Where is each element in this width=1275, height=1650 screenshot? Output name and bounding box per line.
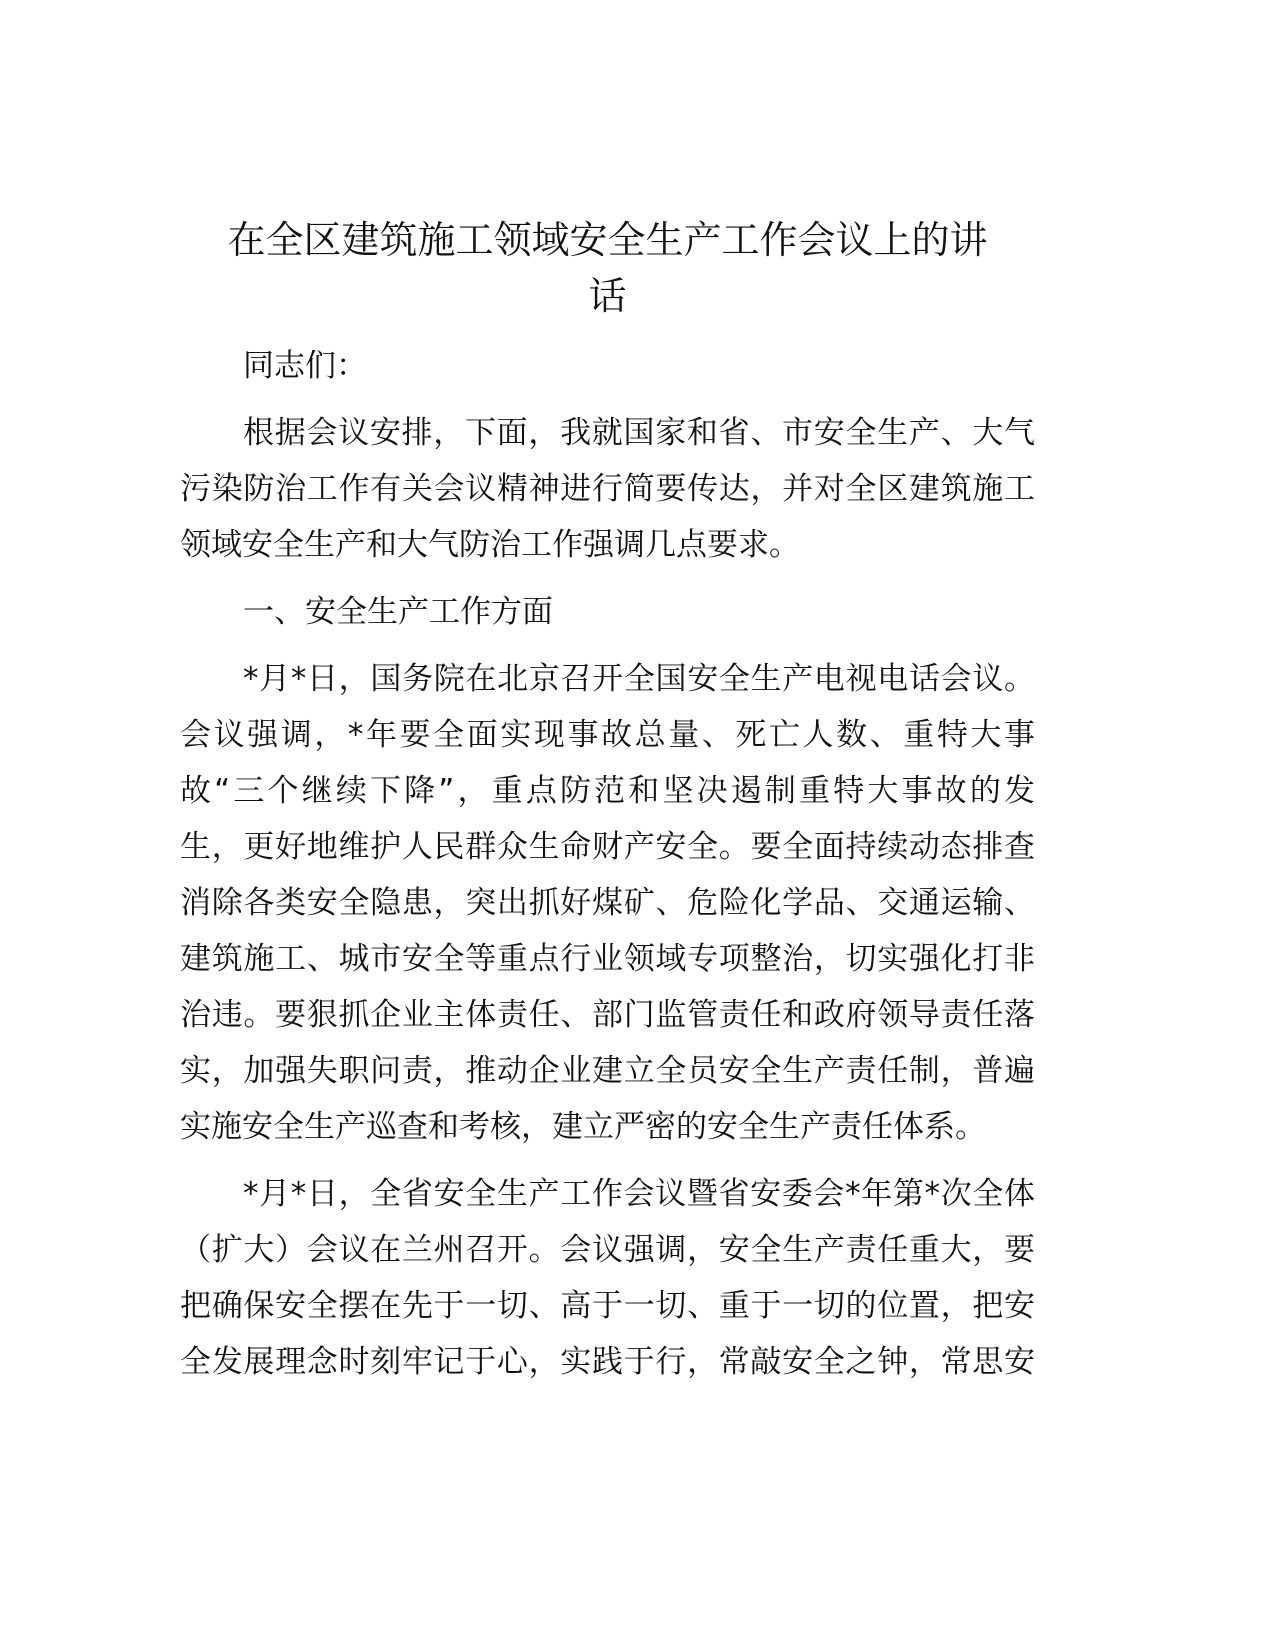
text-line: 全发展理念时刻牢记于心，实践于行，常敲安全之钟，常思安 [180, 1344, 1035, 1380]
paragraph [180, 338, 1035, 394]
paragraph [180, 1166, 1035, 1390]
title-line: 在全区建筑施工领域安全生产工作会议上的讲 [227, 218, 988, 262]
paragraph [180, 405, 1035, 573]
text-line: 同志们： [243, 348, 367, 384]
text-line: 污染防治工作有关会议精神进行简要传达，并对全区建筑施工 [180, 471, 1035, 507]
text-line: 一、安全生产工作方面 [243, 594, 553, 630]
text-line: （扩大）会议在兰州召开。会议强调，安全生产责任重大，要 [180, 1232, 1035, 1268]
text-line: *月*日，全省安全生产工作会议暨省安委会*年第*次全体 [243, 1176, 1035, 1212]
text-line: 生，更好地维护人民群众生命财产安全。要全面持续动态排查 [180, 829, 1035, 865]
document-title [180, 212, 1035, 324]
text-line: 根据会议安排，下面，我就国家和省、市安全生产、大气 [243, 415, 1035, 451]
text-line: *月*日，国务院在北京召开全国安全生产电视电话会议。 [243, 661, 1035, 697]
paragraph [180, 651, 1035, 1155]
text-line: 把确保安全摆在先于一切、高于一切、重于一切的位置，把安 [180, 1288, 1035, 1324]
text-line: 领域安全生产和大气防治工作强调几点要求。 [180, 527, 800, 563]
text-line: 建筑施工、城市安全等重点行业领域专项整治，切实强化打非 [180, 941, 1035, 977]
paragraph [180, 584, 1035, 640]
text-line: 实，加强失职问责，推动企业建立全员安全生产责任制，普遍 [180, 1053, 1035, 1089]
text-line: 消除各类安全隐患，突出抓好煤矿、危险化学品、交通运输、 [180, 885, 1035, 921]
text-line: 实施安全生产巡查和考核，建立严密的安全生产责任体系。 [180, 1109, 986, 1145]
title-line: 话 [588, 274, 627, 318]
document-body [180, 338, 1035, 1401]
text-line: 故“三个继续下降”，重点防范和坚决遏制重特大事故的发 [180, 773, 1035, 809]
text-line: 治违。要狠抓企业主体责任、部门监管责任和政府领导责任落 [180, 997, 1035, 1033]
text-line: 会议强调，*年要全面实现事故总量、死亡人数、重特大事 [180, 717, 1035, 753]
